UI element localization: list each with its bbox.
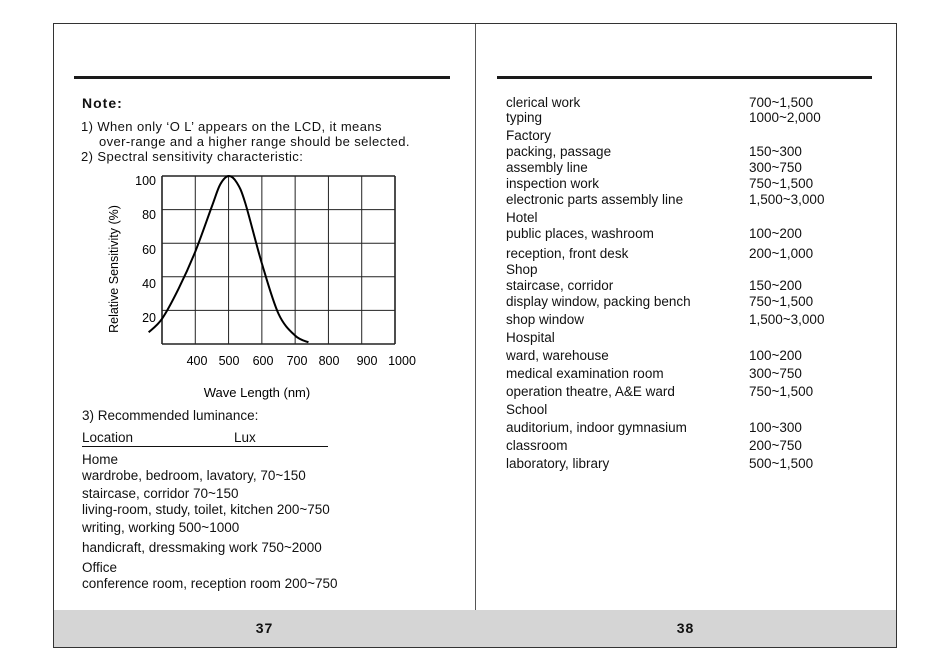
y-tick-label: 60: [142, 243, 156, 257]
office-heading: Office: [82, 560, 118, 575]
table-row-location: classroom: [506, 438, 568, 453]
table-row-location: staircase, corridor: [506, 278, 614, 293]
office-item: conference room, reception room 200~750: [82, 576, 338, 591]
page-footer: [475, 610, 896, 647]
table-row-lux: 200~750: [749, 438, 802, 453]
y-tick-label: 100: [135, 174, 156, 188]
home-item: living-room, study, toilet, kitchen 200~750: [82, 502, 330, 517]
header-rule: [74, 76, 450, 79]
header-rule: [497, 76, 872, 79]
home-item: wardrobe, bedroom, lavatory, 70~150: [82, 468, 306, 483]
home-item: staircase, corridor 70~150: [82, 486, 239, 501]
y-tick-label: 80: [142, 208, 156, 222]
chart-grid: [162, 176, 395, 344]
note-1-line1: 1) When only ‘O L’ appears on the LCD, it means: [81, 119, 382, 134]
table-row-lux: 500~1,500: [749, 456, 814, 471]
table-section-heading: Factory: [506, 128, 552, 143]
x-tick-label: 1000: [388, 354, 416, 368]
home-item: handicraft, dressmaking work 750~2000: [82, 540, 322, 555]
x-tick-label: 800: [318, 354, 340, 368]
page-footer: [54, 610, 475, 647]
table-row-lux: 1000~2,000: [749, 110, 821, 125]
column-location: Location: [82, 430, 134, 445]
table-row-lux: 100~200: [749, 348, 802, 363]
x-axis-label: Wave Length (nm): [203, 385, 311, 400]
page-37: [54, 24, 476, 647]
table-row-lux: 200~1,000: [749, 246, 814, 261]
x-tick-label: 400: [186, 354, 208, 368]
table-row-location: electronic parts assembly line: [506, 192, 684, 207]
column-lux: Lux: [234, 430, 256, 445]
table-row-lux: 1,500~3,000: [749, 192, 825, 207]
table-row-location: display window, packing bench: [506, 294, 691, 309]
table-row-location: clerical work: [506, 95, 581, 110]
booklet-spread: [53, 23, 897, 648]
column-header-row: [82, 430, 328, 447]
home-heading: Home: [82, 452, 119, 467]
page-number: 37: [255, 620, 274, 636]
table-row-location: operation theatre, A&E ward: [506, 384, 675, 399]
spectral-sensitivity-chart: [84, 169, 434, 404]
table-row-lux: 750~1,500: [749, 294, 814, 309]
table-row-location: medical examination room: [506, 366, 664, 381]
note-1-line2: over-range and a higher range should be selected.: [99, 134, 410, 149]
home-item: writing, working 500~1000: [82, 520, 240, 535]
note-3: 3) Recommended luminance:: [82, 408, 259, 423]
y-tick-label: 40: [142, 277, 156, 291]
table-row-lux: 100~300: [749, 420, 802, 435]
table-row-location: inspection work: [506, 176, 600, 191]
table-row-lux: 750~1,500: [749, 384, 814, 399]
table-row-location: reception, front desk: [506, 246, 629, 261]
table-row-lux: 100~200: [749, 226, 802, 241]
table-row-lux: 300~750: [749, 160, 802, 175]
table-row-location: shop window: [506, 312, 585, 327]
table-row-lux: 700~1,500: [749, 95, 814, 110]
page-number: 38: [676, 620, 695, 636]
table-row-lux: 150~300: [749, 144, 802, 159]
x-tick-labels: [187, 354, 416, 368]
table-section-heading: Hotel: [506, 210, 538, 225]
table-row-lux: 750~1,500: [749, 176, 814, 191]
note-2: 2) Spectral sensitivity characteristic:: [81, 149, 304, 164]
table-row-location: public places, washroom: [506, 226, 654, 241]
table-row-location: auditorium, indoor gymnasium: [506, 420, 687, 435]
y-tick-label: 20: [142, 311, 156, 325]
table-row-location: packing, passage: [506, 144, 612, 159]
table-section-heading: Shop: [506, 262, 538, 277]
y-tick-labels: [135, 174, 156, 325]
table-section-heading: School: [506, 402, 548, 417]
table-row-location: typing: [506, 110, 543, 125]
table-row-location: assembly line: [506, 160, 588, 175]
table-section-heading: Hospital: [506, 330, 555, 345]
table-row-location: ward, warehouse: [506, 348, 609, 363]
x-tick-label: 700: [286, 354, 308, 368]
page-38: [475, 24, 896, 647]
x-tick-label: 600: [252, 354, 274, 368]
table-row-location: laboratory, library: [506, 456, 610, 471]
y-axis-label: Relative Sensitivity (%): [107, 205, 121, 333]
x-tick-label: 900: [356, 354, 378, 368]
table-row-lux: 300~750: [749, 366, 802, 381]
table-row-lux: 150~200: [749, 278, 802, 293]
table-row-lux: 1,500~3,000: [749, 312, 825, 327]
note-title: Note:: [82, 95, 123, 111]
x-tick-label: 500: [218, 354, 240, 368]
